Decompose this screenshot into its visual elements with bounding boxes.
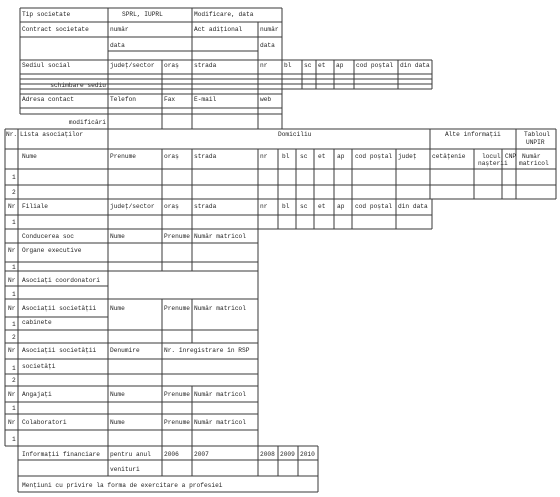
numar-label: număr	[110, 26, 129, 33]
year-2009: 2009	[280, 451, 295, 458]
asociati-row-1: 1	[12, 174, 16, 181]
oras-header: oraș	[164, 62, 179, 69]
coordonatori-nr-label: Nr	[8, 277, 16, 284]
tip-societate-label: Tip societate	[22, 11, 71, 18]
filiale-oras-header: oraș	[164, 203, 179, 210]
societati-label-2: societăți	[22, 363, 56, 370]
ap-col-header: ap	[337, 153, 345, 160]
sc-col-header: sc	[300, 153, 308, 160]
cabinete-prenume-header: Prenume	[164, 305, 190, 312]
cetatenie-header: cetățenie	[432, 153, 466, 160]
data-label-2: data	[260, 42, 275, 49]
filiale-nr-label: Nr	[8, 203, 16, 210]
et-header: et	[318, 62, 326, 69]
cabinete-label-2: cabinete	[22, 319, 52, 326]
et-col-header: et	[318, 153, 326, 160]
filiale-din-data-header: din data	[398, 203, 428, 210]
filiale-strada-header: strada	[194, 203, 217, 210]
numar-label-2: număr	[260, 26, 279, 33]
angajati-label: Angajați	[22, 391, 52, 398]
fax-label: Fax	[164, 96, 176, 103]
angajati-numar-matricol-header: Număr matricol	[194, 391, 246, 398]
year-2010: 2010	[300, 451, 315, 458]
venituri-label: venituri	[110, 466, 140, 473]
sc-header: sc	[304, 62, 312, 69]
adresa-contact-label: Adresa contact	[22, 96, 74, 103]
cabinete-row-2: 2	[12, 334, 16, 341]
numar-header: Număr	[522, 153, 541, 160]
cod-postal-header: cod poștal	[356, 62, 394, 69]
filiale-bl-header: bl	[282, 203, 290, 210]
locul-header: locul	[482, 153, 501, 160]
matricol-header: matricol	[519, 160, 549, 167]
data-label: data	[110, 42, 125, 49]
web-label: web	[260, 96, 272, 103]
angajati-nr-label: Nr	[8, 391, 16, 398]
colaboratori-prenume-header: Prenume	[164, 419, 190, 426]
filiale-sc-header: sc	[300, 203, 308, 210]
cod-postal-col-header: cod poștal	[355, 153, 393, 160]
strada-col-header: strada	[194, 153, 217, 160]
colaboratori-nr-label: Nr	[8, 419, 16, 426]
judet-sector-header: județ/sector	[110, 62, 155, 69]
cnp-header: CNP	[505, 153, 517, 160]
informatii-financiare-label: Informații financiare	[22, 451, 100, 458]
judet-col-header: județ	[398, 153, 417, 160]
pentru-anul-label: pentru anul	[110, 451, 151, 458]
cabinete-numar-matricol-header: Număr matricol	[194, 305, 246, 312]
nr-header: nr	[260, 62, 268, 69]
societati-row-2: 2	[12, 377, 16, 384]
filiale-cod-postal-header: cod poștal	[355, 203, 393, 210]
conducerea-prenume-header: Prenume	[164, 233, 190, 240]
societati-nr-label: Nr	[8, 347, 16, 354]
filiale-et-header: et	[318, 203, 326, 210]
cabinete-row-1: 1	[12, 321, 16, 328]
prenume-header: Prenume	[110, 153, 136, 160]
coordonatori-label: Asociați coordonatori	[22, 277, 100, 284]
din-data-header: din data	[400, 62, 430, 69]
year-2006: 2006	[164, 451, 179, 458]
cabinete-label-1: Asociații societății	[22, 305, 97, 312]
lista-asociatilor-label: Lista asociaților	[20, 131, 84, 138]
organe-row-1: 1	[12, 264, 16, 271]
colaboratori-nume-header: Nume	[110, 419, 125, 426]
sediul-social-label: Sediul social	[22, 62, 71, 69]
bl-col-header: bl	[282, 153, 290, 160]
strada-header: strada	[194, 62, 217, 69]
societati-denumire-header: Denumire	[110, 347, 140, 354]
tip-societate-value: SPRL, IUPRL	[122, 11, 163, 18]
bl-header: bl	[284, 62, 292, 69]
conducerea-numar-matricol-header: Număr matricol	[194, 233, 246, 240]
filiale-label: Filiale	[22, 203, 48, 210]
alte-informatii-label: Alte informații	[445, 131, 501, 138]
year-2007: 2007	[194, 451, 209, 458]
modificari-label: modificări	[68, 119, 106, 126]
cabinete-nume-header: Nume	[110, 305, 125, 312]
mentiuni-label: Mențiuni cu privire la forma de exercitare a profesiei	[22, 482, 223, 489]
contract-societate-label: Contract societate	[22, 26, 89, 33]
conducerea-nume-header: Nume	[110, 233, 125, 240]
conducerea-label: Conducerea soc	[22, 233, 74, 240]
schimbare-sediu-label: schimbare sediu	[50, 82, 106, 89]
unpir-label: UNPIR	[526, 139, 545, 146]
angajati-row-1: 1	[12, 405, 16, 412]
societati-row-1: 1	[12, 365, 16, 372]
colaboratori-label: Colaboratori	[22, 419, 67, 426]
angajati-nume-header: Nume	[110, 391, 125, 398]
cabinete-nr-label: Nr	[8, 305, 16, 312]
filiale-row-1: 1	[12, 219, 16, 226]
organe-nr-label: Nr	[8, 247, 16, 254]
oras-col-header: oraș	[164, 153, 179, 160]
act-aditional-label: Act adițional	[194, 26, 243, 33]
colaboratori-numar-matricol-header: Număr matricol	[194, 419, 246, 426]
coordonatori-row-1: 1	[12, 291, 16, 298]
societati-label-1: Asociații societății	[22, 347, 97, 354]
domiciliu-label: Domiciliu	[278, 131, 312, 138]
nr-col-header: nr	[260, 153, 268, 160]
nume-header: Nume	[22, 153, 37, 160]
filiale-ap-header: ap	[337, 203, 345, 210]
asociati-row-2: 2	[12, 189, 16, 196]
organe-executive-label: Organe executive	[22, 247, 82, 254]
modificare-data-label: Modificare, data	[194, 11, 254, 18]
year-2008: 2008	[260, 451, 275, 458]
filiale-judet-sector-header: județ/sector	[110, 203, 155, 210]
colaboratori-row-1: 1	[12, 436, 16, 443]
asociati-nr-label: Nr.	[6, 131, 18, 138]
societati-inregistrare-header: Nr. înregistrare în RSP	[164, 347, 250, 354]
telefon-label: Telefon	[110, 96, 136, 103]
ap-header: ap	[336, 62, 344, 69]
filiale-nr-header: nr	[260, 203, 268, 210]
tabloul-label: Tabloul	[524, 131, 550, 138]
nasterii-header: nașterii	[478, 160, 508, 167]
form-grid-lines	[5, 8, 556, 492]
email-label: E-mail	[194, 96, 217, 103]
angajati-prenume-header: Prenume	[164, 391, 190, 398]
